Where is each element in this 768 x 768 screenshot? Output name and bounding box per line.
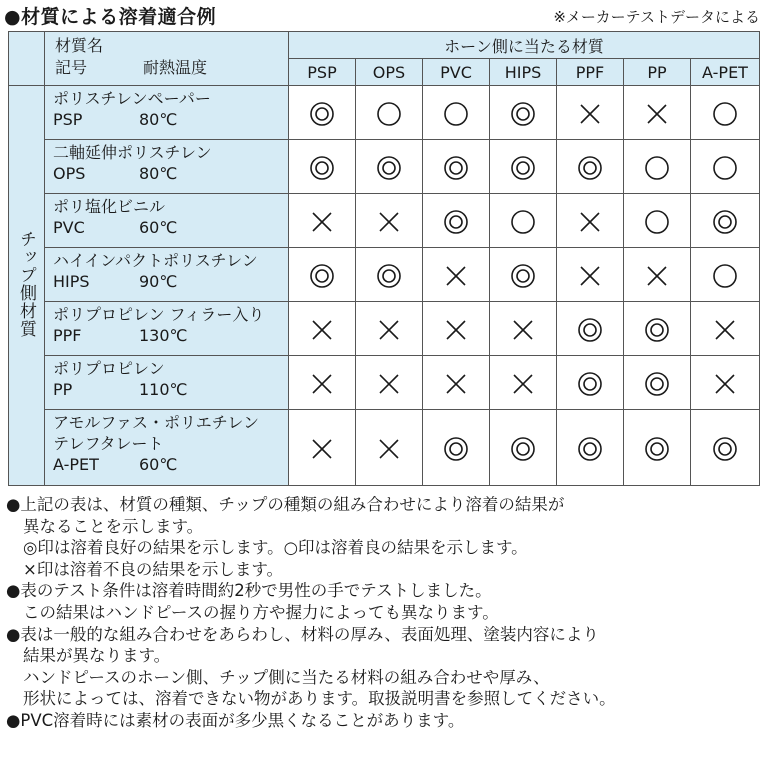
compatibility-cell [356,140,423,194]
double-circle-mark-icon [577,436,603,462]
note-line: 結果が異なります。 [23,646,171,666]
compatibility-cell [624,356,691,410]
note-line: この結果はハンドピースの握り方や握力によっても異なります。 [23,602,499,622]
compatibility-cell [423,86,490,140]
compatibility-cell [557,194,624,248]
compatibility-cell [490,86,557,140]
double-circle-mark-icon [443,209,469,235]
double-circle-mark-icon [644,371,670,397]
compatibility-cell [557,302,624,356]
compatibility-cell [557,410,624,486]
compatibility-cell [490,302,557,356]
material-heat-resistance: 130℃ [139,326,188,345]
material-cell [45,302,289,356]
material-code: PP [53,380,73,399]
material-name: アモルファス・ポリエチレン [53,413,260,432]
circle-mark-icon [712,155,738,181]
note-line: 異なることを示します。 [23,516,204,536]
compatibility-cell [289,86,356,140]
column-header: PVC [423,59,490,86]
compatibility-cell [289,302,356,356]
material-name: ポリ塩化ビニル [53,197,166,216]
circle-mark-icon [712,101,738,127]
cross-mark-icon [309,317,335,343]
material-name: ポリプロピレン フィラー入り [53,305,265,324]
tip-side-header [9,86,45,486]
material-cell [45,248,289,302]
double-circle-mark-icon [712,209,738,235]
material-code: PSP [53,110,83,129]
compatibility-cell [423,140,490,194]
circle-mark-icon [376,101,402,127]
compatibility-cell [423,248,490,302]
double-circle-mark-icon [376,263,402,289]
double-circle-mark-icon [644,436,670,462]
double-circle-mark-icon [309,155,335,181]
table-row [9,410,760,486]
corner-temp-label: 耐熱温度 [143,58,208,77]
circle-mark-icon [712,263,738,289]
cross-mark-icon [577,263,603,289]
cross-mark-icon [376,317,402,343]
double-circle-mark-icon [309,101,335,127]
compatibility-cell [423,194,490,248]
horn-side-header: ホーン側に当たる材質 [289,32,760,59]
compatibility-cell [289,248,356,302]
circle-mark-icon [644,155,670,181]
cross-mark-icon [644,101,670,127]
double-circle-mark-icon [577,371,603,397]
material-code: PPF [53,326,82,345]
note-line: 形状によっては、溶着できない物があります。取扱説明書を参照してください。 [23,689,616,709]
compatibility-cell [691,356,760,410]
material-name: ハイインパクトポリスチレン [53,251,258,270]
compatibility-cell [423,356,490,410]
compatibility-cell [423,410,490,486]
cross-mark-icon [443,317,469,343]
tip-side-header-label: チップ側材質 [16,229,36,338]
material-code: A-PET [53,455,99,474]
table-row [9,302,760,356]
material-name: ポリプロピレン [53,359,165,378]
double-circle-mark-icon [510,101,536,127]
compatibility-cell [356,194,423,248]
compatibility-cell [289,140,356,194]
double-circle-mark-icon [510,436,536,462]
compatibility-cell [289,356,356,410]
note-line: ●表のテスト条件は溶着時間約2秒で男性の手でテストしました。 [6,581,492,601]
table-row [9,248,760,302]
compatibility-cell [490,140,557,194]
material-code: PVC [53,218,85,237]
compatibility-cell [356,248,423,302]
corner-material-name-label: 材質名 [55,36,104,55]
compatibility-cell [356,86,423,140]
column-header: PSP [289,59,356,86]
double-circle-mark-icon [443,155,469,181]
material-heat-resistance: 80℃ [139,164,178,183]
note-line: ハンドピースのホーン側、チップ側に当たる材料の組み合わせや厚み、 [23,667,550,687]
material-cell [45,194,289,248]
cross-mark-icon [443,263,469,289]
corner-header [45,32,289,86]
double-circle-mark-icon [443,436,469,462]
material-name: 二軸延伸ポリスチレン [53,143,212,162]
cross-mark-icon [309,436,335,462]
cross-mark-icon [309,371,335,397]
column-header: PPF [557,59,624,86]
double-circle-mark-icon [309,263,335,289]
compatibility-cell [691,410,760,486]
compatibility-cell [624,86,691,140]
compatibility-cell [691,140,760,194]
compatibility-cell [490,356,557,410]
source-note: ※メーカーテストデータによる [553,8,760,26]
double-circle-mark-icon [577,317,603,343]
notes-section [6,494,764,732]
compatibility-cell [490,248,557,302]
cross-mark-icon [712,317,738,343]
material-heat-resistance: 60℃ [139,455,178,474]
double-circle-mark-icon [510,263,536,289]
cross-mark-icon [712,371,738,397]
table-row [9,194,760,248]
page-title: ●材質による溶着適合例 [4,6,217,28]
cross-mark-icon [309,209,335,235]
note-line: ●表は一般的な組み合わせをあらわし、材料の厚み、表面処理、塗装内容により [6,624,599,644]
corner-empty-cell [9,32,45,86]
double-circle-mark-icon [510,155,536,181]
column-header: OPS [356,59,423,86]
circle-mark-icon [443,101,469,127]
compatibility-cell [289,194,356,248]
material-code: OPS [53,164,86,183]
cross-mark-icon [510,317,536,343]
note-line: ●上記の表は、材質の種類、チップの種類の組み合わせにより溶着の結果が [6,495,565,514]
compatibility-cell [691,86,760,140]
double-circle-mark-icon [376,155,402,181]
material-cell [45,356,289,410]
compatibility-cell [624,194,691,248]
double-circle-mark-icon [577,155,603,181]
material-heat-resistance: 90℃ [139,272,178,291]
material-name: ポリスチレンペーパー [53,89,211,108]
note-line: ×印は溶着不良の結果を示します。 [23,559,284,579]
compatibility-cell [691,302,760,356]
cross-mark-icon [510,371,536,397]
material-heat-resistance: 60℃ [139,218,178,237]
double-circle-mark-icon [644,317,670,343]
compatibility-cell [557,248,624,302]
compatibility-cell [624,410,691,486]
column-header: A-PET [691,59,760,86]
table-row [9,356,760,410]
corner-code-label: 記号 [55,58,88,77]
double-circle-mark-icon [712,436,738,462]
cross-mark-icon [644,263,670,289]
material-cell [45,140,289,194]
circle-mark-icon [644,209,670,235]
compatibility-cell [624,248,691,302]
column-header: PP [624,59,691,86]
material-cell [45,410,289,486]
compatibility-table-wrapper [8,31,759,485]
compatibility-table [8,31,760,486]
compatibility-cell [624,140,691,194]
cross-mark-icon [376,436,402,462]
compatibility-cell [557,140,624,194]
compatibility-cell [356,356,423,410]
note-line: ●PVC溶着時には素材の表面が多少黒くなることがあります。 [6,710,465,730]
compatibility-cell [356,302,423,356]
cross-mark-icon [443,371,469,397]
compatibility-cell [691,248,760,302]
compatibility-cell [557,356,624,410]
column-header: HIPS [490,59,557,86]
compatibility-cell [356,410,423,486]
circle-mark-icon [510,209,536,235]
compatibility-cell [691,194,760,248]
compatibility-cell [289,410,356,486]
cross-mark-icon [577,209,603,235]
material-cell [45,86,289,140]
material-name: テレフタレート [53,434,164,453]
compatibility-cell [490,194,557,248]
compatibility-cell [423,302,490,356]
material-code: HIPS [53,272,90,291]
compatibility-cell [624,302,691,356]
material-heat-resistance: 80℃ [139,110,178,129]
compatibility-cell [557,86,624,140]
cross-mark-icon [376,371,402,397]
cross-mark-icon [577,101,603,127]
material-heat-resistance: 110℃ [139,380,188,399]
note-line: ◎印は溶着良好の結果を示します。○印は溶着良の結果を示します。 [23,538,528,558]
compatibility-cell [490,410,557,486]
cross-mark-icon [376,209,402,235]
table-row [9,140,760,194]
table-row [9,86,760,140]
